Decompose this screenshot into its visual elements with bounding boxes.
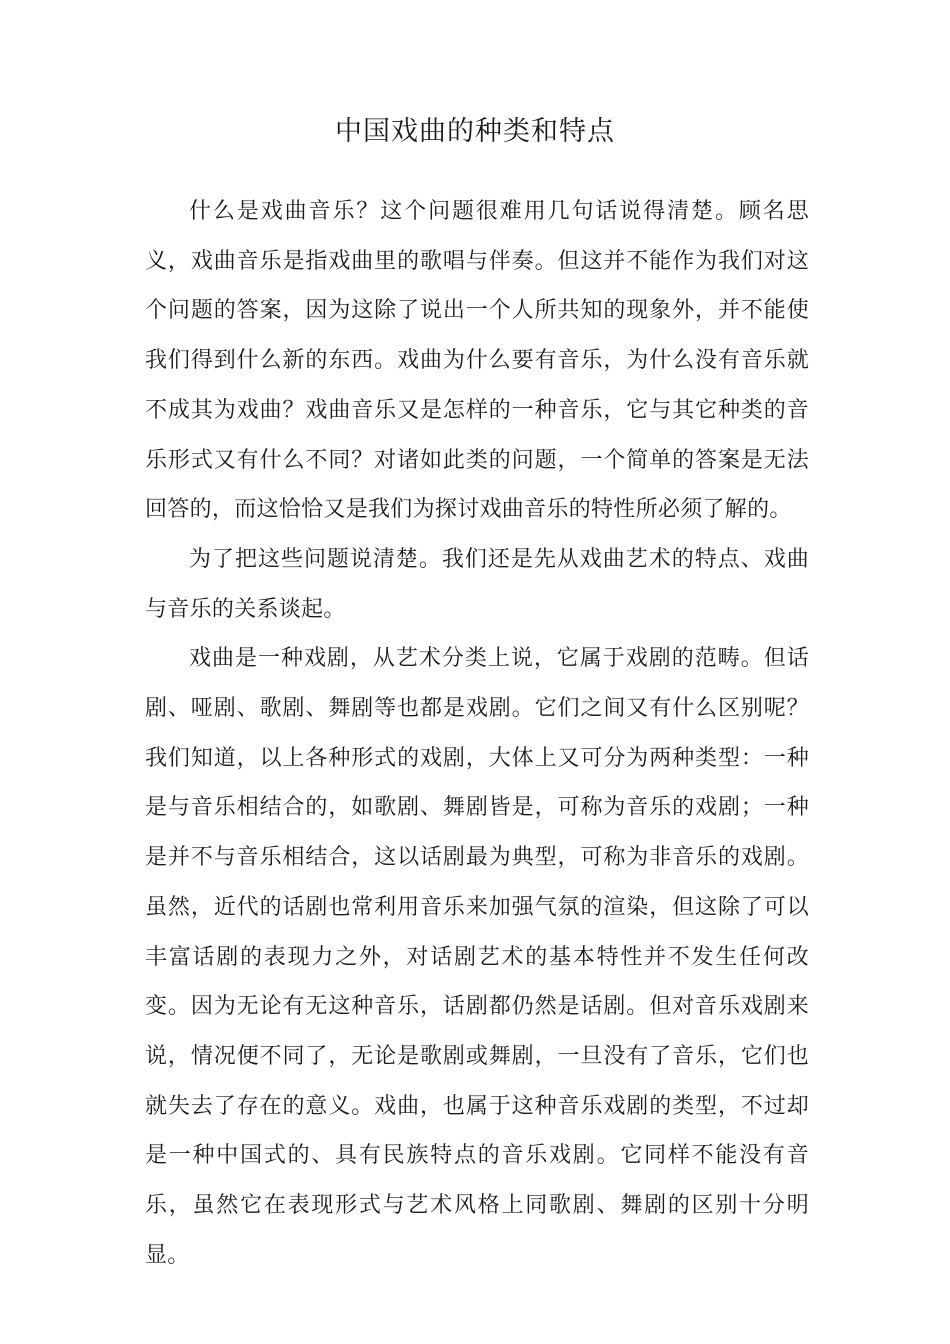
paragraph-1: 什么是戏曲音乐？这个问题很难用几句话说得清楚。顾名思义，戏曲音乐是指戏曲里的歌唱与伴奏。但这并不能作为我们对这个问题的答案，因为这除了说出一个人所共知的现象外，并不能使我们得到什么新的东西。戏曲为什么要有音乐，为什么没有音乐就不成其为戏曲？戏曲音乐又是怎样的一种音乐，它与其它种类的音乐形式又有什么不同？对诸如此类的问题，一个简单的答案是无法回答的，而这恰恰又是我们为探讨戏曲音乐的特性所必须了解的。 <box>145 199 809 523</box>
document-title: 中国戏曲的种类和特点 <box>335 116 615 147</box>
document-body <box>145 187 809 1280</box>
paragraph-2: 为了把这些问题说清楚。我们还是先从戏曲艺术的特点、戏曲与音乐的关系谈起。 <box>145 546 809 622</box>
paragraph-3: 戏曲是一种戏剧，从艺术分类上说，它属于戏剧的范畴。但话剧、哑剧、歌剧、舞剧等也都是戏剧。它们之间又有什么区别呢？我们知道，以上各种形式的戏剧，大体上又可分为两种类型：一种是与音乐相结合的，如歌剧、舞剧皆是，可称为音乐的戏剧；一种是并不与音乐相结合，这以话剧最为典型，可称为非音乐的戏剧。虽然，近代的话剧也常利用音乐来加强气氛的渲染，但这除了可以丰富话剧的表现力之外，对话剧艺术的基本特性并不发生任何改变。因为无论有无这种音乐，话剧都仍然是话剧。但对音乐戏剧来说，情况便不同了，无论是歌剧或舞剧，一旦没有了音乐，它们也就失去了存在的意义。戏曲，也属于这种音乐戏剧的类型，不过却是一种中国式的、具有民族特点的音乐戏剧。它同样不能没有音乐，虽然它在表现形式与艺术风格上同歌剧、舞剧的区别十分明显。 <box>145 646 809 1268</box>
